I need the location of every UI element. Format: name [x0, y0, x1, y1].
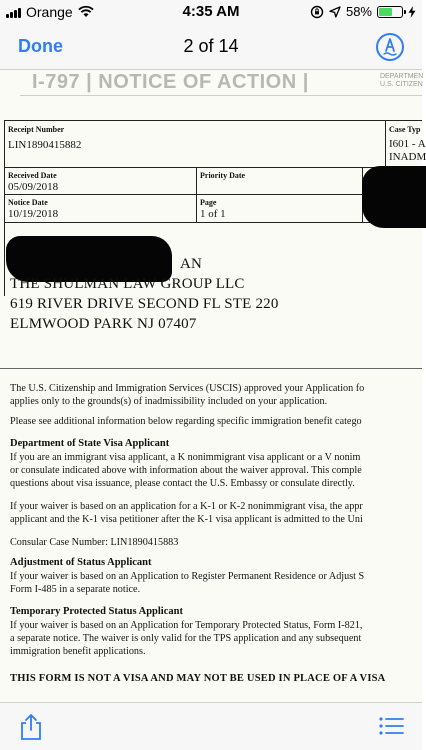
status-time: 4:35 AM [182, 3, 240, 20]
case-type-label: Case Typ [389, 125, 421, 134]
heading-adjustment-of-status: Adjustment of Status Applicant [10, 557, 152, 568]
visa-disclaimer: THIS FORM IS NOT A VISA AND MAY NOT BE USED IN PLACE OF A VISA [10, 673, 386, 684]
body-line: applies only to the grounds(s) of inadmissibility included on your application. [10, 396, 328, 407]
body-line: or consulate indicated above with information about the waiver approval. This comple [10, 465, 362, 476]
redaction-case-details [362, 166, 426, 228]
nav-bar [0, 24, 422, 70]
bottom-toolbar [0, 702, 422, 750]
case-type-value-1: I601 - A [389, 138, 426, 150]
consular-case-number: Consular Case Number: LIN1890415883 [10, 537, 179, 548]
address-line-4: ELMWOOD PARK NJ 07407 [10, 316, 197, 332]
share-icon [18, 713, 44, 741]
battery-percent: 58% [345, 4, 372, 19]
body-line: The U.S. Citizenship and Immigration Services (USCIS) approved your Application fo [10, 383, 365, 394]
agency-line-2: U.S. CITIZEN [380, 81, 423, 88]
list-button[interactable] [378, 715, 404, 737]
form-agency [380, 73, 423, 89]
body-line: a separate notice. The waiver is only valid for the TPS application and any subsequent [10, 633, 362, 644]
body-line: If your waiver is based on an application for a K-1 or K-2 nonimmigrant visa, the appr [10, 501, 363, 512]
status-right [310, 4, 416, 19]
body-line: If your waiver is based on an Application for Temporary Protected Status, Form I-821, [10, 620, 363, 631]
form-header [20, 70, 422, 96]
markup-button[interactable] [376, 33, 404, 61]
done-button[interactable]: Done [18, 36, 63, 56]
address-line-1: AN [180, 256, 203, 272]
case-type-value-2: INADM [389, 151, 426, 163]
notice-date-label: Notice Date [8, 198, 48, 207]
receipt-number: LIN1890415882 [8, 139, 82, 151]
markup-pen-icon [378, 35, 402, 59]
lock-rotation-icon [310, 5, 324, 19]
document-page [0, 70, 426, 702]
charging-bolt-icon [408, 6, 416, 18]
notice-date: 10/19/2018 [8, 208, 59, 220]
page-counter: 2 of 14 [183, 36, 239, 56]
status-bar [0, 0, 422, 24]
received-date: 05/09/2018 [8, 181, 59, 193]
heading-department-of-state: Department of State Visa Applicant [10, 438, 170, 449]
page-count: 1 of 1 [200, 208, 226, 220]
section-divider [0, 368, 422, 369]
body-line: If your waiver is based on an Application to Register Permanent Residence or Adjust S [10, 571, 365, 582]
body-line: Please see additional information below regarding specific immigration benefit catego [10, 416, 362, 427]
battery-icon [377, 6, 403, 18]
page-label: Page [200, 198, 217, 207]
received-date-label: Received Date [8, 171, 57, 180]
form-title: I-797 | NOTICE OF ACTION | [32, 71, 309, 93]
share-button[interactable] [18, 713, 44, 741]
heading-temporary-protected-status: Temporary Protected Status Applicant [10, 606, 183, 617]
address-line-2: THE SHULMAN LAW GROUP LLC [10, 276, 245, 292]
body-line: If you are an immigrant visa applicant, a K nonimmigrant visa applicant or a V nonim [10, 452, 361, 463]
carrier-label: Orange [26, 4, 73, 20]
body-line: Form I-485 in a separate notice. [10, 584, 141, 595]
body-line: immigration benefit applications. [10, 646, 146, 657]
battery-fill [379, 8, 392, 16]
address-line-3: 619 RIVER DRIVE SECOND FL STE 220 [10, 296, 279, 312]
body-line: applicant and the K-1 visa petitioner after the K-1 visa applicant is admitted to the Uni [10, 514, 363, 525]
list-icon [378, 715, 404, 737]
agency-line-1: DEPARTMEN [380, 73, 424, 80]
receipt-label: Receipt Number [8, 125, 65, 134]
priority-date-label: Priority Date [200, 171, 246, 180]
location-arrow-icon [329, 6, 341, 18]
body-line: questions about visa issuance, please contact the U.S. Embassy or consulate directly. [10, 478, 355, 489]
